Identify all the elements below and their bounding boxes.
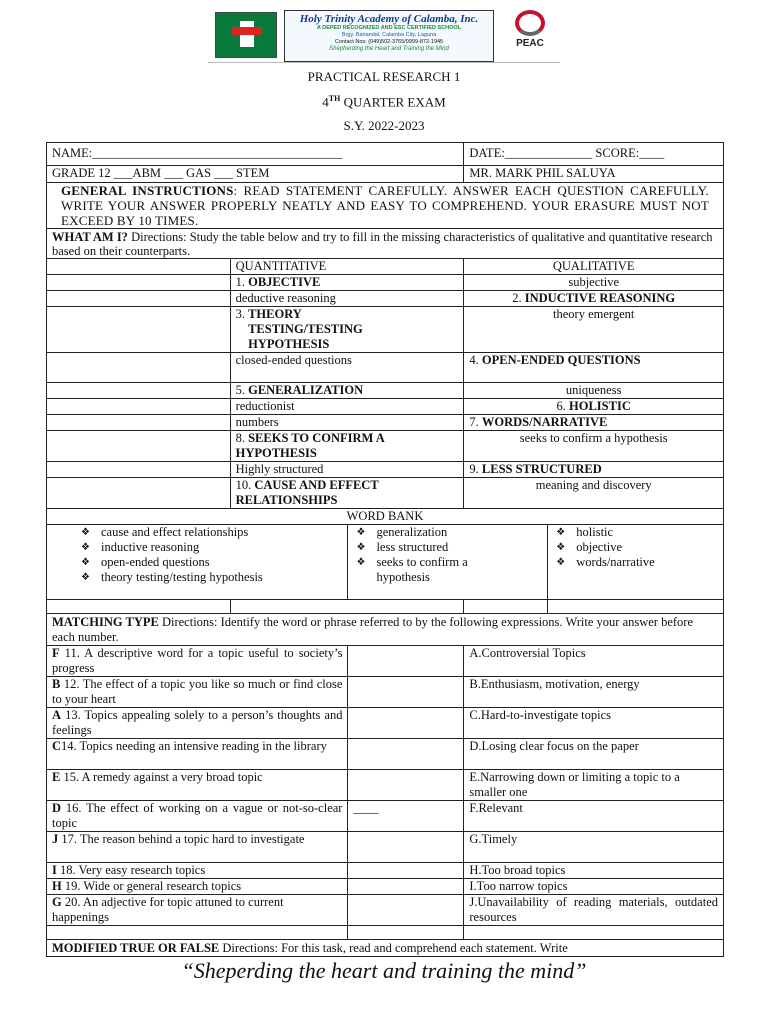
matching-answer-cell[interactable] bbox=[348, 708, 464, 739]
matching-answer-cell[interactable] bbox=[348, 677, 464, 708]
word-bank-item: ❖ less structured bbox=[376, 540, 506, 555]
school-year: S.Y. 2022-2023 bbox=[343, 118, 425, 133]
word-bank-item: ❖ words/narrative bbox=[576, 555, 718, 570]
comparison-qualitative: subjective bbox=[464, 275, 724, 291]
word-bank-item: ❖ generalization bbox=[376, 525, 506, 540]
comparison-qualitative: 6. HOLISTIC bbox=[464, 399, 724, 415]
matching-question: J 17. The reason behind a topic hard to investigate bbox=[47, 832, 348, 863]
matching-option: E.Narrowing down or limiting a topic to a smaller one bbox=[464, 770, 724, 801]
word-bank-item: ❖ objective bbox=[576, 540, 718, 555]
comparison-quantitative: reductionist bbox=[230, 399, 464, 415]
comparison-quantitative: 1. OBJECTIVE bbox=[230, 275, 464, 291]
comparison-quantitative: deductive reasoning bbox=[230, 291, 464, 307]
subject-title: PRACTICAL RESEARCH 1 bbox=[307, 69, 461, 84]
peac-ring-icon bbox=[515, 10, 545, 36]
matching-option: G.Timely bbox=[464, 832, 724, 863]
word-bank-item: ❖ theory testing/testing hypothesis bbox=[101, 570, 342, 585]
true-false-directions: MODIFIED TRUE OR FALSE Directions: For this task, read and comprehend each statement. Write bbox=[47, 940, 724, 957]
general-instructions: GENERAL INSTRUCTIONS: READ STATEMENT CAREFULLY. ANSWER EACH QUESTION CAREFULLY. WRITE YOUR ANSWER PROPERLY NEATLY AND EASY TO COMPREHEND. YOUR ERASURE MUST NOT EXCEED BY 10 TIMES. bbox=[47, 183, 724, 229]
matching-question: B 12. The effect of a topic you like so much or find close to your heart bbox=[47, 677, 348, 708]
comparison-qualitative: seeks to confirm a hypothesis bbox=[464, 431, 724, 462]
matching-option: C.Hard-to-investigate topics bbox=[464, 708, 724, 739]
matching-question: D 16. The effect of working on a vague or not-so-clear topic bbox=[47, 801, 348, 832]
school-name: Holy Trinity Academy of Calamba, Inc. bbox=[299, 13, 479, 25]
matching-question: H 19. Wide or general research topics bbox=[47, 879, 348, 895]
comparison-quantitative: 5. GENERALIZATION bbox=[230, 383, 464, 399]
footer-motto: “Sheperding the heart and training the mind” bbox=[181, 958, 587, 983]
teacher-name: MR. MARK PHIL SALUYA bbox=[464, 166, 724, 183]
school-contact: Contact Nos: (049)502-3765/0999-872-1945 bbox=[334, 39, 444, 45]
comparison-qualitative: meaning and discovery bbox=[464, 478, 724, 509]
school-seal-logo bbox=[215, 12, 277, 58]
matching-option: I.Too narrow topics bbox=[464, 879, 724, 895]
matching-type-directions: MATCHING TYPE Directions: Identify the word or phrase referred to by the following expressions. Write your answer before each number. bbox=[47, 614, 724, 646]
matching-answer-cell[interactable] bbox=[348, 879, 464, 895]
matching-question: E 15. A remedy against a very broad topic bbox=[47, 770, 348, 801]
word-bank-column bbox=[548, 525, 724, 600]
matching-question: A 13. Topics appealing solely to a person’s thoughts and feelings bbox=[47, 708, 348, 739]
matching-question: G 20. An adjective for topic attuned to current happenings bbox=[47, 895, 348, 926]
matching-option: B.Enthusiasm, motivation, energy bbox=[464, 677, 724, 708]
matching-option: J.Unavailability of reading materials, outdated resources bbox=[464, 895, 724, 926]
comparison-qualitative: theory emergent bbox=[464, 307, 724, 353]
matching-option: H.Too broad topics bbox=[464, 863, 724, 879]
matching-answer-cell[interactable] bbox=[348, 895, 464, 926]
matching-answer-cell[interactable] bbox=[348, 832, 464, 863]
matching-answer-cell[interactable] bbox=[348, 646, 464, 677]
comparison-qualitative: 7. WORDS/NARRATIVE bbox=[464, 415, 724, 431]
date-score-field[interactable]: DATE:______________ SCORE:____ bbox=[464, 143, 724, 166]
comparison-quantitative: Highly structured bbox=[230, 462, 464, 478]
comparison-quantitative: 8. SEEKS TO CONFIRM A HYPOTHESIS bbox=[230, 431, 464, 462]
comparison-qualitative: uniqueness bbox=[464, 383, 724, 399]
name-field[interactable]: NAME:________________________________________ bbox=[47, 143, 464, 166]
school-motto: Shepherding the Heart and Training the Mind bbox=[329, 46, 449, 52]
word-bank-title: WORD BANK bbox=[47, 509, 724, 525]
word-bank-item: ❖ inductive reasoning bbox=[101, 540, 342, 555]
comparison-qualitative: 9. LESS STRUCTURED bbox=[464, 462, 724, 478]
word-bank-column bbox=[348, 525, 548, 600]
matching-question: I 18. Very easy research topics bbox=[47, 863, 348, 879]
matching-option: D.Losing clear focus on the paper bbox=[464, 739, 724, 770]
matching-answer-cell[interactable] bbox=[348, 739, 464, 770]
school-address: Brgy. Banandal, Calamba City, Laguna bbox=[341, 32, 437, 38]
school-recognition: A DEPED RECOGNIZED AND ESC CERTIFIED SCHOOL bbox=[316, 25, 462, 31]
word-bank-item: ❖ seeks to confirm a hypothesis bbox=[376, 555, 506, 585]
matching-answer-cell[interactable] bbox=[348, 770, 464, 801]
comparison-quantitative: numbers bbox=[230, 415, 464, 431]
what-am-i-directions: WHAT AM I? Directions: Study the table below and try to fill in the missing characteristics of qualitative and quantitative research based on their counterparts. bbox=[47, 229, 724, 259]
matching-question: C14. Topics needing an intensive reading in the library bbox=[47, 739, 348, 770]
quantitative-header: QUANTITATIVE bbox=[230, 259, 464, 275]
school-banner bbox=[284, 10, 494, 62]
word-bank-column bbox=[47, 525, 348, 600]
document-header bbox=[0, 0, 768, 70]
comparison-qualitative: 4. OPEN-ENDED QUESTIONS bbox=[464, 353, 724, 383]
word-bank-item: ❖ cause and effect relationships bbox=[101, 525, 342, 540]
word-bank-item: ❖ open-ended questions bbox=[101, 555, 342, 570]
peac-label: PEAC bbox=[516, 38, 544, 49]
word-bank-item: ❖ holistic bbox=[576, 525, 718, 540]
comparison-quantitative: closed-ended questions bbox=[230, 353, 464, 383]
matching-option: F.Relevant bbox=[464, 801, 724, 832]
matching-question: F 11. A descriptive word for a topic useful to society’s progress bbox=[47, 646, 348, 677]
exam-table bbox=[46, 142, 724, 957]
comparison-quantitative: 3. THEORY TESTING/TESTING HYPOTHESIS bbox=[230, 307, 464, 353]
header-divider bbox=[208, 62, 560, 63]
quarter-title: 4TH QUARTER EXAM bbox=[322, 94, 446, 110]
grade-strand-field[interactable]: GRADE 12 ___ABM ___ GAS ___ STEM bbox=[47, 166, 464, 183]
matching-answer-cell[interactable] bbox=[348, 863, 464, 879]
matching-answer-cell[interactable]: ____ bbox=[348, 801, 464, 832]
qualitative-header: QUALITATIVE bbox=[464, 259, 724, 275]
comparison-quantitative: 10. CAUSE AND EFFECT RELATIONSHIPS bbox=[230, 478, 464, 509]
comparison-qualitative: 2. INDUCTIVE REASONING bbox=[464, 291, 724, 307]
matching-option: A.Controversial Topics bbox=[464, 646, 724, 677]
peac-logo bbox=[508, 10, 552, 49]
